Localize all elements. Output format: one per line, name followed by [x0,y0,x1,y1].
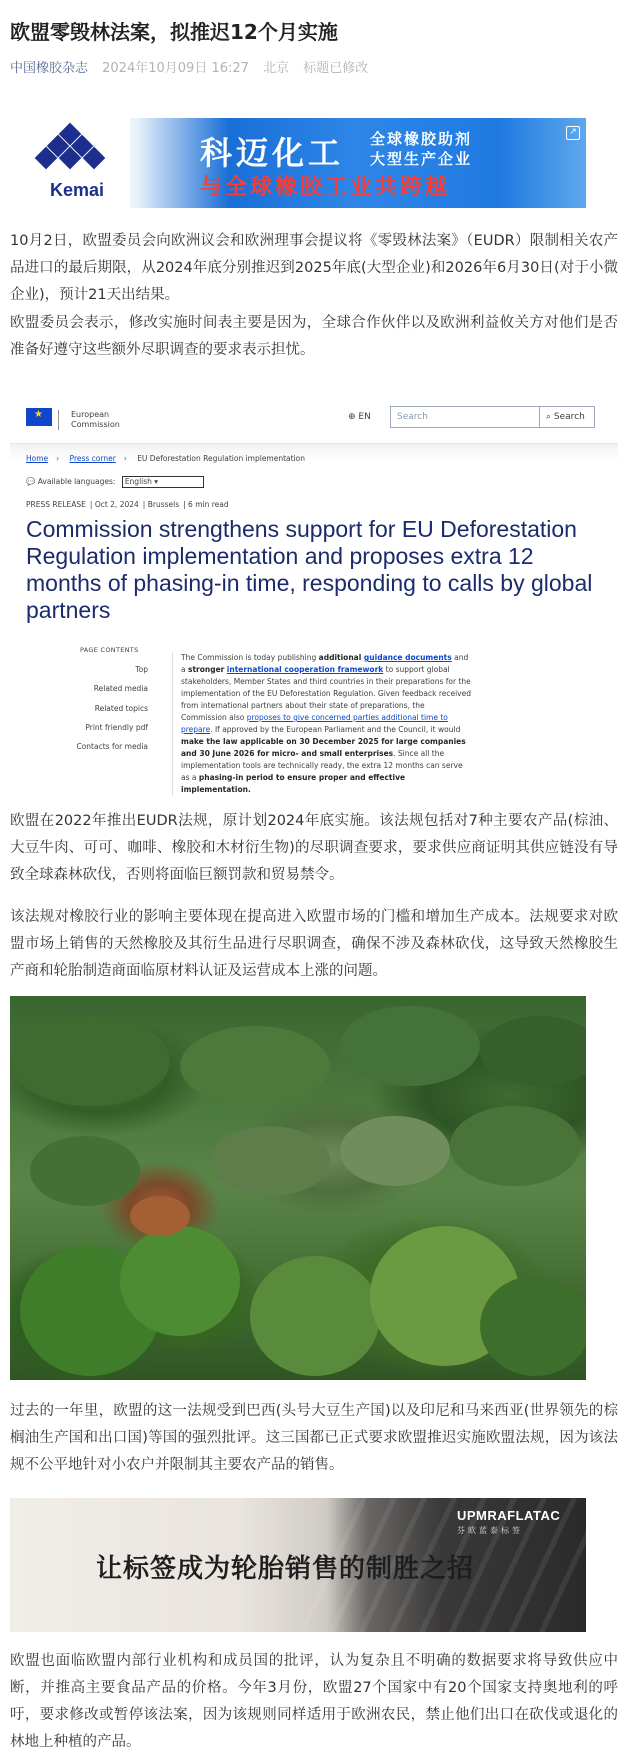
location: 北京 [263,61,290,76]
toc-print-pdf[interactable]: Print friendly pdf [85,723,148,732]
ec-search-button[interactable]: ⌕ Search [540,406,595,428]
toc-related-media[interactable]: Related media [93,684,148,693]
paragraph-6: 欧盟也面临欧盟内部行业机构和成员国的批评，认为复杂且不明确的数据要求将导致供应中断，并推高主要食品产品的价格。今年3月份，欧盟27个国家中有20个国家支持奥地利的呼吁，要求修改或暂停该法案，因为该规则同样适用于欧洲农民，禁止他们出口在砍伐或退化的林地上种植的产品。 [10,1653,618,1750]
ec-body-text: The Commission is today publishing additional guidance documents and a stronger international cooperation framework to support global stakeholders, Member States and third countries in their preparations for the implementation of the EU Deforestation Regulation. Given feedback received from international partners about their state of preparations, the Commission also proposes to give concerned parties additional time to prepare. If approved by the European Parliament and the Council, it would make the law applicable on 30 December 2025 for large companies and 30 June 2026 for micro- and small enterprises. Since all the implementation tools are technically ready, the extra 12 months can serve as a phasing-in period to ensure proper and effective implementation. [172,652,472,796]
upm-ad-banner[interactable] [10,1498,586,1632]
ec-search-input[interactable]: Search [390,406,540,428]
crumb-current: EU Deforestation Regulation implementation [137,454,306,463]
source-link[interactable]: 中国橡胶杂志 [10,61,89,76]
available-languages: 💬 Available languages: English ▾ [26,476,204,488]
paragraph-1: 10月2日，欧盟委员会向欧洲议会和欧洲理事会提议将《零毁林法案》（EUDR）限制相关农产品进口的最后期限，从2024年底分别推迟到2025年底(大型企业)和2026年6月30日(对于小微企业)，预计21天出结果。 [10,233,618,303]
ec-header [10,398,618,444]
ec-headline: Commission strengthens support for EU Deforestation Regulation implementation and proposes extra 12 months of phasing-in time, responding to calls by global partners [26,516,593,623]
paragraph-3: 欧盟在2022年推出EUDR法规，原计划2024年底实施。该法规包括对7种主要农产品(棕油、大豆牛肉、可可、咖啡、橡胶和木材衍生物)的尽职调查要求，要求供应商证明其供应链没有导致全球森林砍伐，否则将面临巨额罚款和贸易禁令。 [10,813,618,883]
paragraph-2: 欧盟委员会表示，修改实施时间表主要是因为，全球合作伙伴以及欧洲利益攸关方对他们是否准备好遵守这些额外尽职调查的要求表示担忧。 [10,315,618,358]
kemai-name: 科迈化工 [200,134,345,172]
toc-related-topics[interactable]: Related topics [94,704,148,713]
article-meta [10,57,378,76]
ec-press-release-screenshot [10,398,618,794]
ec-org-name: European Commission [58,410,120,430]
press-release-meta: PRESS RELEASE | Oct 2, 2024 | Brussels | 6 min read [26,500,229,509]
edit-note: 标题已修改 [303,61,369,76]
toc-header: PAGE CONTENTS [80,646,139,654]
article-title: 欧盟零毁林法案，拟推迟12个月实施 [10,20,338,44]
external-link-icon[interactable]: ↗ [566,126,580,140]
kemai-tag1: 全球橡胶助剂 [370,130,473,148]
crumb-press[interactable]: Press corner [69,454,116,463]
search-icon: ⌕ [546,412,552,422]
toc-contacts[interactable]: Contacts for media [76,742,148,751]
kemai-logo [10,118,130,208]
kemai-brand: Kemai [50,180,105,200]
crumb-home[interactable]: Home [26,454,49,463]
toc-top[interactable]: Top [135,665,148,674]
publish-date: 2024年10月09日 16:27 [102,61,249,76]
kemai-ad-banner[interactable] [10,118,586,208]
breadcrumb: Home › Press corner › EU Deforestation Regulation implementation [26,454,306,463]
upm-slogan: 让标签成为轮胎销售的制胜之招 [96,1554,475,1584]
speech-bubble-icon: 💬 [26,477,36,486]
kemai-tag2: 大型生产企业 [370,150,473,168]
paragraph-4: 该法规对橡胶行业的影响主要体现在提高进入欧盟市场的门槛和增加生产成本。法规要求对欧盟市场上销售的天然橡胶及其衍生品进行尽职调查，确保不涉及森林砍伐，这导致天然橡胶生产商和轮胎制造商面临原材料认证及运营成本上涨的问题。 [10,909,618,979]
forest-photo [10,996,586,1380]
paragraph-5: 过去的一年里，欧盟的这一法规受到巴西(头号大豆生产国)以及印尼和马来西亚(世界领先的棕榈油生产国和出口国)等国的强烈批评。这三国都已正式要求欧盟推迟实施欧盟法规，因为该法规不公平地针对小农户并限制其主要农产品的销售。 [10,1403,618,1473]
eu-flag-icon [26,408,52,426]
kemai-slogan: 与全球橡胶工业共跨越 [200,175,451,200]
language-switch[interactable]: ⊕ EN [348,412,371,422]
language-select[interactable]: English ▾ [122,476,204,488]
upm-brand: UPMRAFLATAC [457,1508,561,1523]
upm-brand-cn: 芬欧蓝泰标签 [457,1526,523,1535]
